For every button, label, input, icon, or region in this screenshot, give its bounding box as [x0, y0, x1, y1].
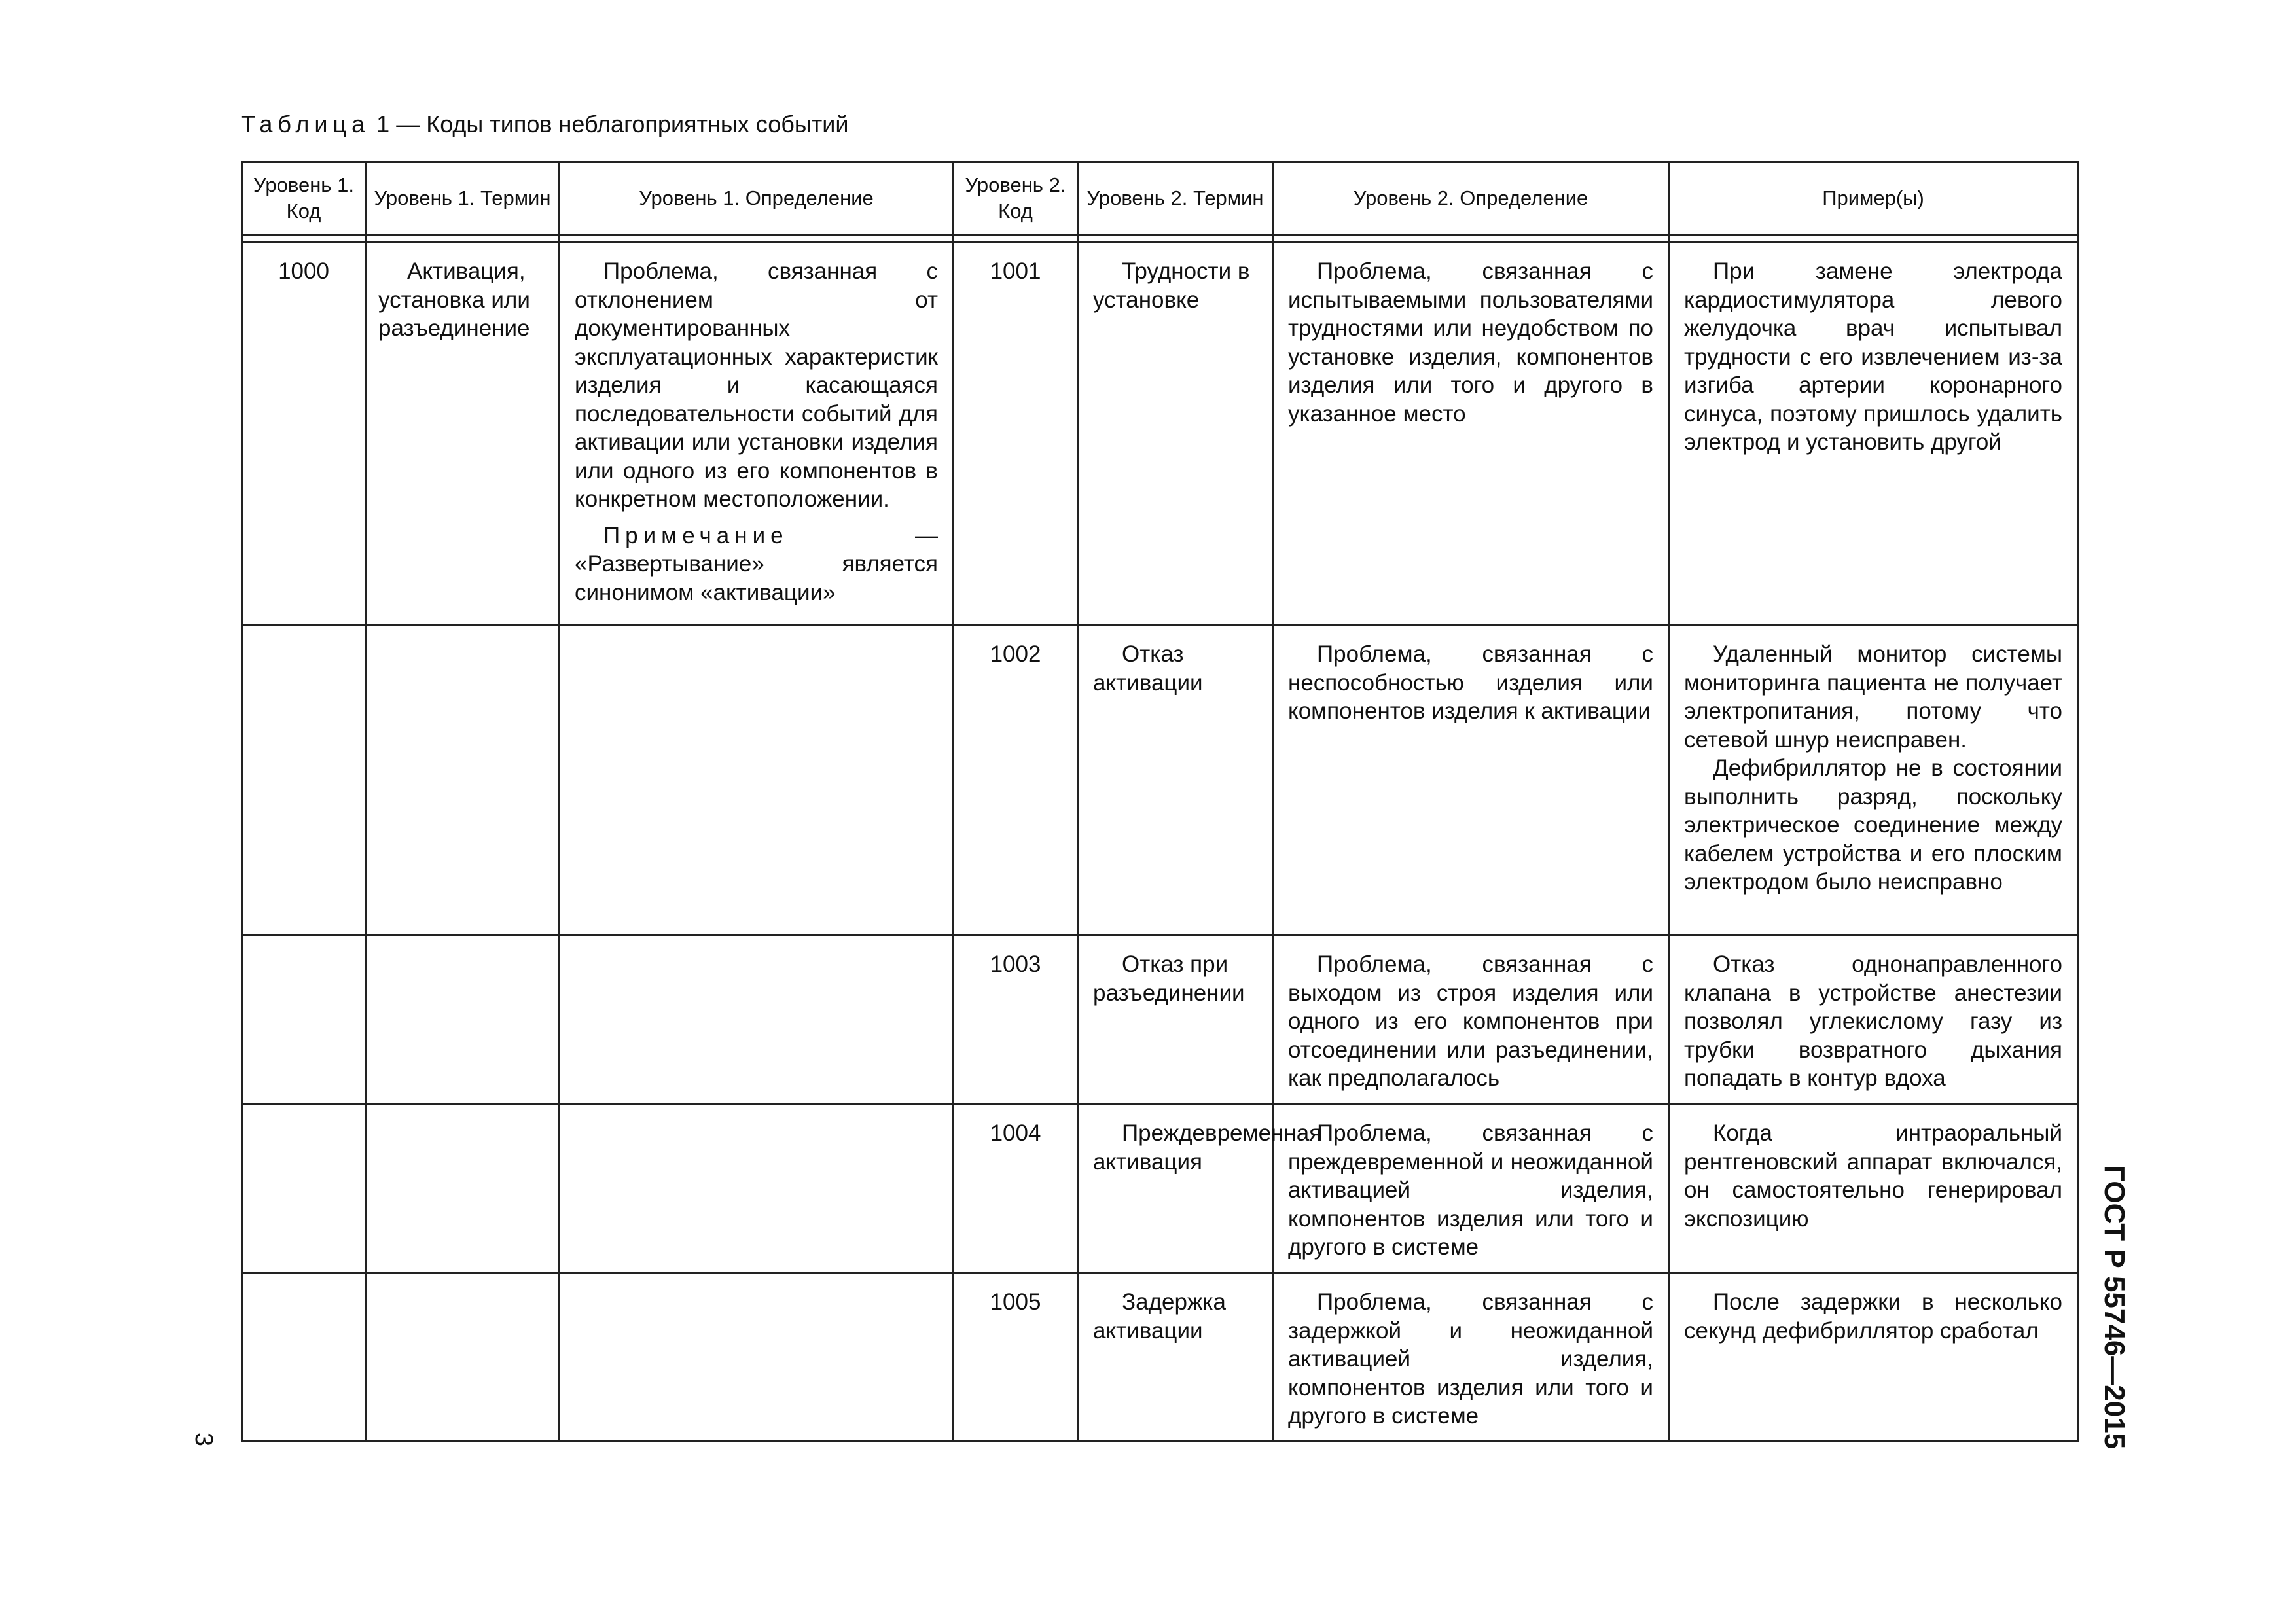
level2-term: Трудности в установке: [1093, 259, 1250, 313]
examples: [1670, 626, 2077, 897]
level2-code: 1003: [990, 952, 1041, 977]
level1-definition-block: [560, 243, 952, 607]
page-number: 3: [190, 1432, 218, 1447]
level2-term: Задержка активации: [1093, 1289, 1226, 1344]
example-text: Когда интраоральный рентгеновский аппарат включался, он самостоятельно генерировал экспозицию: [1684, 1120, 2062, 1232]
caption-title: — Коды типов неблагоприятных событий: [396, 111, 849, 137]
level2-code: 1004: [990, 1120, 1041, 1146]
caption-number: 1: [376, 111, 390, 137]
examples: [1670, 243, 2077, 457]
examples: [1670, 1105, 2077, 1233]
table-row: [242, 242, 2078, 625]
table-row: [242, 935, 2078, 1104]
example-text: После задержки в несколько секунд дефибриллятор сработал: [1684, 1289, 2062, 1344]
level1-definition: Проблема, связанная с отклонением от документированных эксплуатационных характеристик изделия и касающаяся последовательности событий для активации или установки изделия или одного из его компонентов в конкретном местоположении.: [575, 259, 938, 512]
header-row: [242, 162, 2078, 235]
header-level1-definition: Уровень 1. Определение: [560, 162, 954, 235]
example-text: При замене электрода кардиостимулятора левого желудочка врач испытывал трудности с его извлечением из-за изгиба артерии коронарного синуса, поэтому пришлось удалить электрод и установить другой: [1684, 259, 2062, 455]
example-text: Отказ однонаправленного клапана в устройстве анестезии позволял углекислому газу из трубки возвратного дыхания попадать в контур вдоха: [1684, 952, 2062, 1091]
level2-definition: Проблема, связанная с испытываемыми пользователями трудностями или неудобством по установке изделия, компонентов изделия или того и другого в указанное место: [1288, 259, 1653, 427]
level1-note: [575, 522, 938, 607]
header-separator: [242, 235, 2078, 242]
level1-code: 1000: [278, 259, 329, 284]
example-text: Удаленный монитор системы мониторинга пациента не получает электропитания, потому что сетевой шнур неисправен.: [1684, 641, 2062, 753]
adverse-event-codes-table: [241, 161, 2079, 1442]
level1-term: Активация, установка или разъединение: [378, 259, 530, 341]
header-level2-term: Уровень 2. Термин: [1078, 162, 1273, 235]
level2-code: 1002: [990, 641, 1041, 667]
level2-term: Отказ активации: [1093, 641, 1203, 696]
caption-label: Таблица: [241, 111, 370, 137]
level2-definition: Проблема, связанная с выходом из строя изделия или одного из его компонентов при отсоединении или разъединении, как предполагалось: [1288, 952, 1653, 1091]
level2-definition: Проблема, связанная с задержкой и неожиданной активацией изделия, компонентов изделия или того и другого в системе: [1288, 1289, 1653, 1429]
header-level2-definition: Уровень 2. Определение: [1273, 162, 1669, 235]
level2-term: Отказ при разъединении: [1093, 952, 1245, 1006]
level2-definition: Проблема, связанная с преждевременной и неожиданной активацией изделия, компонентов изделия или того и другого в системе: [1288, 1120, 1653, 1260]
header-level2-code: Уровень 2. Код: [954, 162, 1078, 235]
header-level1-code: Уровень 1. Код: [242, 162, 366, 235]
standard-designation: ГОСТ Р 55746—2015: [2098, 1165, 2130, 1450]
level2-code: 1001: [990, 259, 1041, 284]
table-caption: [241, 110, 848, 139]
examples: [1670, 1274, 2077, 1345]
examples: [1670, 936, 2077, 1093]
table-row: [242, 625, 2078, 935]
note-label: Примечание: [603, 522, 789, 548]
level2-definition: Проблема, связанная с неспособностью изделия или компонентов изделия к активации: [1288, 641, 1653, 724]
header-examples: Пример(ы): [1669, 162, 2078, 235]
header-level1-term: Уровень 1. Термин: [366, 162, 560, 235]
example-text: Дефибриллятор не в состоянии выполнить разряд, поскольку электрическое соединение между кабелем устройства и его плоским электродом было неисправно: [1684, 755, 2062, 895]
table-row: [242, 1104, 2078, 1273]
level2-term: Преждевременная активация: [1093, 1120, 1322, 1175]
level2-code: 1005: [990, 1289, 1041, 1315]
note-text: — «Развертывание» является синонимом «активации»: [575, 522, 938, 605]
table-row: [242, 1273, 2078, 1442]
